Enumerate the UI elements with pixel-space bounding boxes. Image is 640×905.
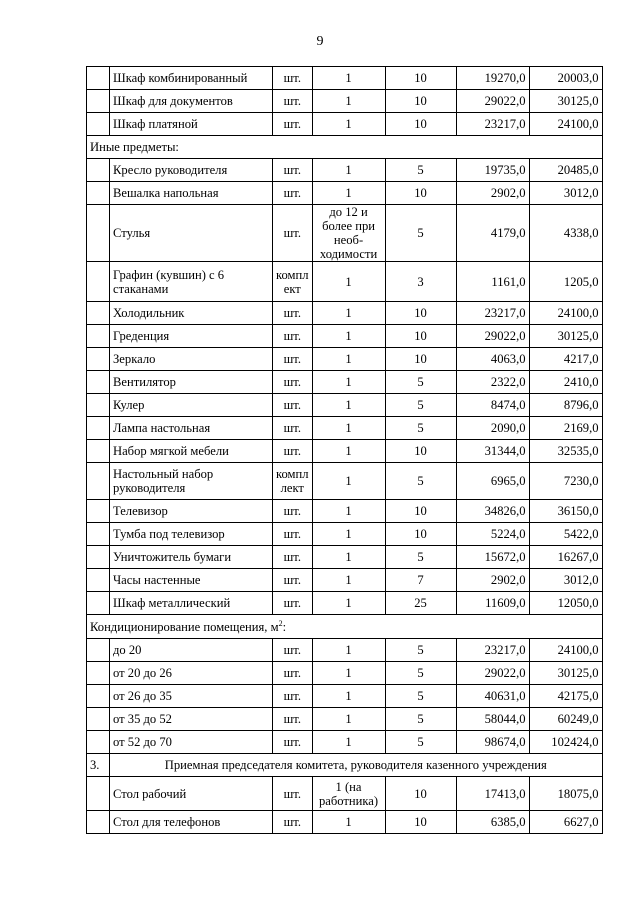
item-term: 5	[385, 394, 456, 417]
item-price-2: 4217,0	[529, 348, 602, 371]
item-term: 5	[385, 205, 456, 262]
table-row	[87, 523, 603, 546]
item-price-2: 30125,0	[529, 90, 602, 113]
item-price-1: 34826,0	[456, 500, 529, 523]
item-term: 3	[385, 262, 456, 302]
item-term: 5	[385, 371, 456, 394]
item-price-1: 2090,0	[456, 417, 529, 440]
item-price-2: 42175,0	[529, 685, 602, 708]
item-unit: шт.	[273, 546, 313, 569]
item-qty: 1	[312, 546, 385, 569]
item-unit: шт.	[273, 811, 313, 834]
item-price-1: 98674,0	[456, 731, 529, 754]
item-unit: шт.	[273, 182, 313, 205]
item-unit: шт.	[273, 592, 313, 615]
item-unit: шт.	[273, 205, 313, 262]
table-row	[87, 662, 603, 685]
item-term: 10	[385, 777, 456, 811]
item-term: 10	[385, 67, 456, 90]
item-unit: шт.	[273, 325, 313, 348]
item-unit: шт.	[273, 67, 313, 90]
table-row	[87, 546, 603, 569]
item-price-2: 8796,0	[529, 394, 602, 417]
item-price-1: 40631,0	[456, 685, 529, 708]
item-term: 10	[385, 523, 456, 546]
item-name: Шкаф для документов	[110, 90, 273, 113]
item-unit: шт.	[273, 159, 313, 182]
item-price-2: 7230,0	[529, 463, 602, 500]
item-name: Зеркало	[110, 348, 273, 371]
item-unit: шт.	[273, 113, 313, 136]
item-term: 10	[385, 90, 456, 113]
item-qty: 1	[312, 592, 385, 615]
item-unit: шт.	[273, 440, 313, 463]
item-unit: шт.	[273, 662, 313, 685]
item-price-2: 2169,0	[529, 417, 602, 440]
item-term: 7	[385, 569, 456, 592]
item-price-1: 4179,0	[456, 205, 529, 262]
item-name: Телевизор	[110, 500, 273, 523]
item-qty: 1	[312, 440, 385, 463]
item-qty: 1	[312, 159, 385, 182]
item-price-2: 1205,0	[529, 262, 602, 302]
item-unit: шт.	[273, 731, 313, 754]
item-qty: 1	[312, 417, 385, 440]
item-name: Настольный набор руководителя	[110, 463, 273, 500]
item-price-2: 2410,0	[529, 371, 602, 394]
item-term: 25	[385, 592, 456, 615]
item-qty: 1	[312, 463, 385, 500]
item-qty: до 12 и более при необ-ходимости	[312, 205, 385, 262]
section-number: 3.	[87, 754, 110, 777]
item-price-1: 2322,0	[456, 371, 529, 394]
item-name: Набор мягкой мебели	[110, 440, 273, 463]
item-qty: 1	[312, 662, 385, 685]
item-term: 5	[385, 662, 456, 685]
item-unit: шт.	[273, 523, 313, 546]
section-title-3: Приемная председателя комитета, руководителя казенного учреждения	[110, 754, 603, 777]
item-unit: шт.	[273, 685, 313, 708]
table-row	[87, 262, 603, 302]
item-price-1: 5224,0	[456, 523, 529, 546]
table-row	[87, 348, 603, 371]
item-name: Стулья	[110, 205, 273, 262]
item-qty: 1	[312, 500, 385, 523]
section-cond-text: Кондиционирование помещения, м	[90, 619, 279, 634]
item-price-1: 6385,0	[456, 811, 529, 834]
item-term: 10	[385, 811, 456, 834]
item-unit: шт.	[273, 302, 313, 325]
item-price-1: 29022,0	[456, 662, 529, 685]
item-term: 5	[385, 546, 456, 569]
item-price-1: 29022,0	[456, 90, 529, 113]
item-name: Стол для телефонов	[110, 811, 273, 834]
item-qty: 1	[312, 67, 385, 90]
table-row	[87, 731, 603, 754]
section-row	[87, 615, 603, 639]
item-name: Часы настенные	[110, 569, 273, 592]
table-row	[87, 592, 603, 615]
item-qty: 1	[312, 639, 385, 662]
item-price-1: 11609,0	[456, 592, 529, 615]
item-price-2: 32535,0	[529, 440, 602, 463]
item-qty: 1	[312, 325, 385, 348]
item-term: 10	[385, 348, 456, 371]
item-term: 5	[385, 159, 456, 182]
item-price-2: 24100,0	[529, 302, 602, 325]
table-row	[87, 708, 603, 731]
item-term: 5	[385, 685, 456, 708]
item-name: Шкаф комбинированный	[110, 67, 273, 90]
section-cond-suffix: :	[282, 619, 287, 634]
item-price-1: 58044,0	[456, 708, 529, 731]
item-price-2: 24100,0	[529, 113, 602, 136]
item-price-1: 19270,0	[456, 67, 529, 90]
item-name: Греденция	[110, 325, 273, 348]
item-unit: шт.	[273, 500, 313, 523]
item-price-2: 24100,0	[529, 639, 602, 662]
item-price-2: 36150,0	[529, 500, 602, 523]
item-name: Шкаф металлический	[110, 592, 273, 615]
item-term: 5	[385, 463, 456, 500]
table-row	[87, 417, 603, 440]
item-price-2: 20003,0	[529, 67, 602, 90]
item-term: 5	[385, 708, 456, 731]
table-row	[87, 569, 603, 592]
item-unit: шт.	[273, 777, 313, 811]
item-qty: 1	[312, 394, 385, 417]
item-qty: 1	[312, 708, 385, 731]
item-qty: 1	[312, 569, 385, 592]
item-qty: 1	[312, 262, 385, 302]
item-term: 10	[385, 302, 456, 325]
item-qty: 1	[312, 811, 385, 834]
table-row	[87, 440, 603, 463]
table-row	[87, 302, 603, 325]
item-qty: 1	[312, 182, 385, 205]
item-name: Шкаф платяной	[110, 113, 273, 136]
section-title-conditioning	[87, 615, 603, 639]
item-unit: шт.	[273, 371, 313, 394]
item-name: от 52 до 70	[110, 731, 273, 754]
item-price-2: 30125,0	[529, 325, 602, 348]
item-name: до 20	[110, 639, 273, 662]
item-price-2: 102424,0	[529, 731, 602, 754]
table-row	[87, 90, 603, 113]
item-price-1: 6965,0	[456, 463, 529, 500]
item-price-2: 5422,0	[529, 523, 602, 546]
item-qty: 1	[312, 371, 385, 394]
item-unit: шт.	[273, 90, 313, 113]
item-term: 10	[385, 500, 456, 523]
item-unit: шт.	[273, 569, 313, 592]
item-name: от 26 до 35	[110, 685, 273, 708]
item-price-1: 1161,0	[456, 262, 529, 302]
item-name: Уничтожитель бумаги	[110, 546, 273, 569]
table-row	[87, 159, 603, 182]
item-unit: шт.	[273, 394, 313, 417]
item-price-1: 23217,0	[456, 639, 529, 662]
item-price-2: 30125,0	[529, 662, 602, 685]
page-number: 9	[316, 34, 324, 49]
item-price-1: 15672,0	[456, 546, 529, 569]
item-price-1: 2902,0	[456, 182, 529, 205]
table-row	[87, 685, 603, 708]
table-row	[87, 371, 603, 394]
item-price-2: 60249,0	[529, 708, 602, 731]
item-term: 5	[385, 731, 456, 754]
item-price-1: 8474,0	[456, 394, 529, 417]
table-row	[87, 205, 603, 262]
item-qty: 1 (на работника)	[312, 777, 385, 811]
table-row	[87, 500, 603, 523]
table-row	[87, 67, 603, 90]
table-row	[87, 394, 603, 417]
item-unit: шт.	[273, 708, 313, 731]
item-term: 5	[385, 639, 456, 662]
item-price-1: 17413,0	[456, 777, 529, 811]
item-name: Холодильник	[110, 302, 273, 325]
section-title-other: Иные предметы:	[87, 136, 603, 159]
item-name: Кресло руководителя	[110, 159, 273, 182]
item-price-2: 16267,0	[529, 546, 602, 569]
item-name: Лампа настольная	[110, 417, 273, 440]
item-term: 10	[385, 325, 456, 348]
item-unit: компл ект	[273, 262, 313, 302]
section-row	[87, 754, 603, 777]
furniture-norms-table	[86, 66, 603, 834]
item-price-1: 23217,0	[456, 302, 529, 325]
item-name: от 20 до 26	[110, 662, 273, 685]
item-unit: шт.	[273, 417, 313, 440]
table-row	[87, 811, 603, 834]
item-name: Вентилятор	[110, 371, 273, 394]
item-price-1: 31344,0	[456, 440, 529, 463]
item-price-1: 19735,0	[456, 159, 529, 182]
item-qty: 1	[312, 523, 385, 546]
table-row	[87, 182, 603, 205]
item-name: Стол рабочий	[110, 777, 273, 811]
section-row	[87, 136, 603, 159]
item-term: 10	[385, 113, 456, 136]
item-unit: шт.	[273, 639, 313, 662]
item-price-1: 23217,0	[456, 113, 529, 136]
item-price-2: 6627,0	[529, 811, 602, 834]
item-term: 5	[385, 417, 456, 440]
item-qty: 1	[312, 90, 385, 113]
section-cond-sup: 2	[278, 618, 283, 628]
item-term: 10	[385, 440, 456, 463]
item-name: Кулер	[110, 394, 273, 417]
item-price-1: 4063,0	[456, 348, 529, 371]
item-qty: 1	[312, 302, 385, 325]
item-price-2: 20485,0	[529, 159, 602, 182]
item-price-1: 29022,0	[456, 325, 529, 348]
item-price-2: 3012,0	[529, 182, 602, 205]
item-price-2: 18075,0	[529, 777, 602, 811]
item-price-2: 3012,0	[529, 569, 602, 592]
item-qty: 1	[312, 348, 385, 371]
item-unit: шт.	[273, 348, 313, 371]
item-name: Тумба под телевизор	[110, 523, 273, 546]
item-name: Вешалка напольная	[110, 182, 273, 205]
item-term: 10	[385, 182, 456, 205]
item-price-2: 12050,0	[529, 592, 602, 615]
item-qty: 1	[312, 113, 385, 136]
item-price-1: 2902,0	[456, 569, 529, 592]
table-row	[87, 639, 603, 662]
table-row	[87, 777, 603, 811]
table-row	[87, 463, 603, 500]
item-qty: 1	[312, 731, 385, 754]
table-row	[87, 113, 603, 136]
item-unit: компл лект	[273, 463, 313, 500]
item-name: Графин (кувшин) с 6 стаканами	[110, 262, 273, 302]
item-name: от 35 до 52	[110, 708, 273, 731]
item-qty: 1	[312, 685, 385, 708]
item-price-2: 4338,0	[529, 205, 602, 262]
table-row	[87, 325, 603, 348]
